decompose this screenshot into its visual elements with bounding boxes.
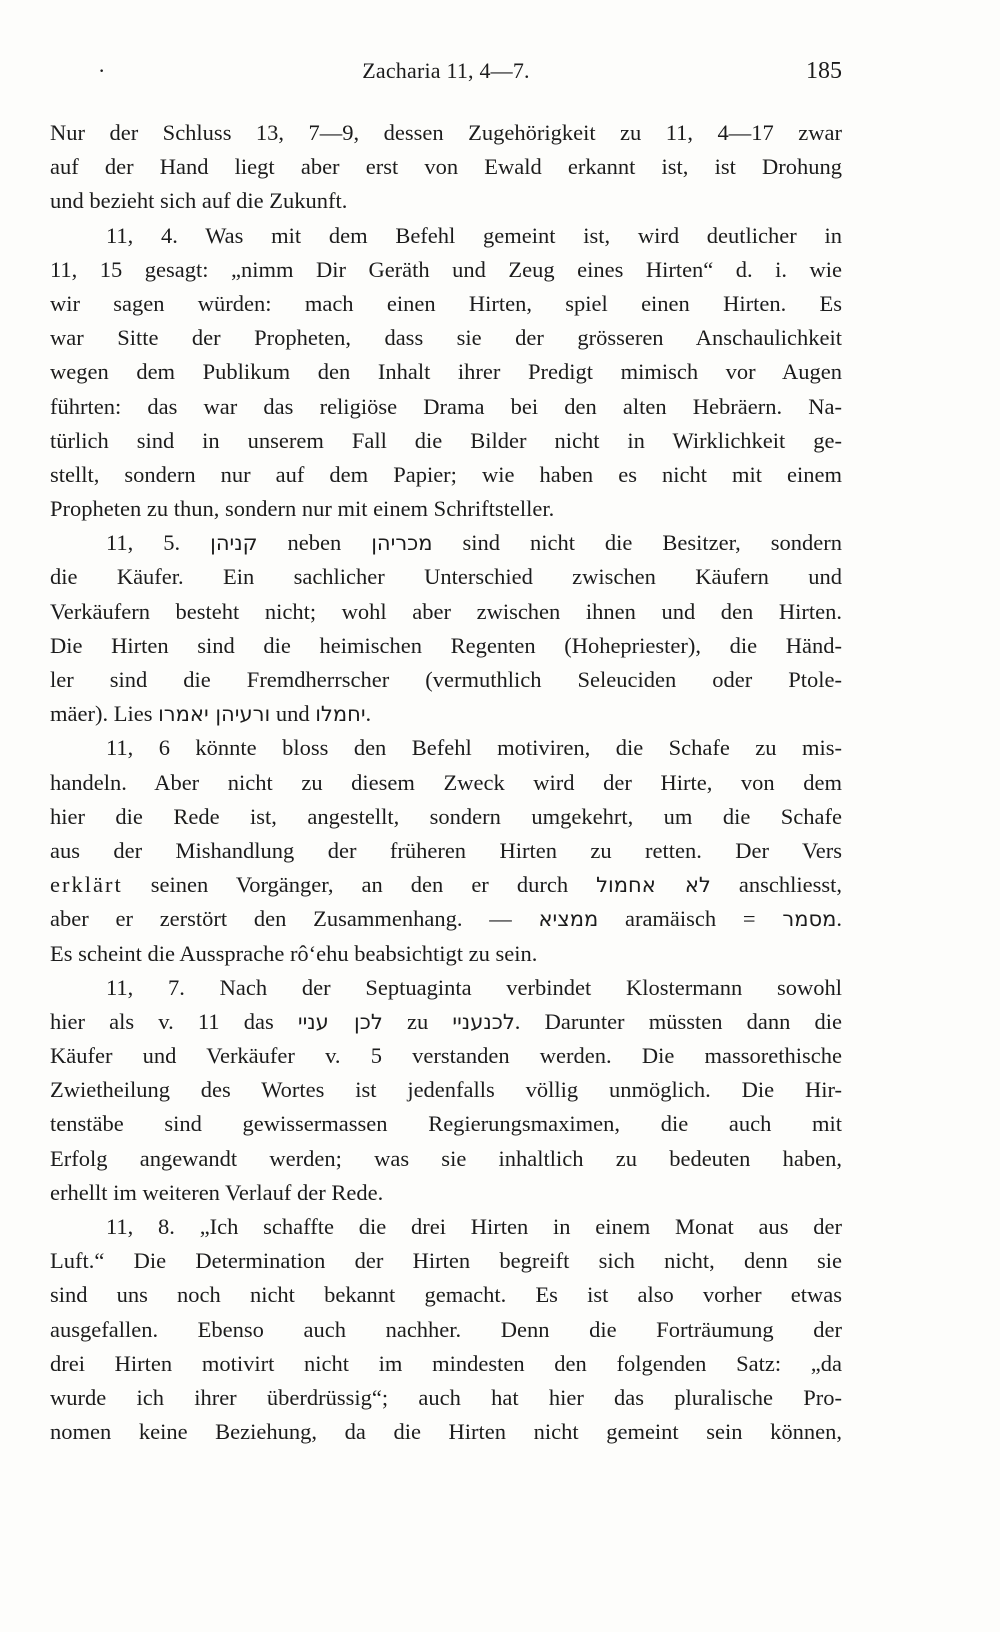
- text-line: 11, 4. Was mit dem Befehl gemeint ist, wird deutlicher in: [106, 222, 842, 248]
- running-title: Zacharia 11, 4—7.: [362, 58, 530, 83]
- text-line: Käufer und Verkäufer v. 5 verstanden werden. Die massorethische: [50, 1043, 842, 1069]
- text-line: Nur der Schluss 13, 7—9, dessen Zugehörigkeit zu 11, 4—17 zwar: [50, 120, 842, 145]
- text-line: war Sitte der Propheten, dass sie der grösseren Anschaulichkeit: [50, 325, 842, 351]
- text-line: die Käufer. Ein sachlicher Unterschied zwischen Käufern und: [50, 564, 842, 590]
- hebrew-word: לכן עניי: [297, 1009, 383, 1034]
- text-line: nomen keine Beziehung, da die Hirten nicht gemeint sein können,: [50, 1419, 842, 1445]
- text-line: ler sind die Fremdherrscher (vermuthlich Seleuciden oder Ptole-: [50, 667, 842, 692]
- page-header: [50, 58, 842, 92]
- text-line: aus der Mishandlung der früheren Hirten zu retten. Der Vers: [50, 837, 842, 863]
- hebrew-word: מכריהן: [371, 531, 433, 556]
- hebrew-word: לא אחמול: [596, 873, 711, 898]
- text-line: wurde ich ihrer überdrüssig“; auch hat hier das pluralische Pro-: [50, 1384, 842, 1410]
- body-text: [50, 116, 842, 1449]
- text-line: wir sagen würden: mach einen Hirten, spiel einen Hirten. Es: [50, 290, 842, 316]
- hebrew-word: קניהן: [210, 531, 258, 556]
- text-line: sind uns noch nicht bekannt gemacht. Es ist also vorher etwas: [50, 1282, 842, 1308]
- text-line: 11, 6 könnte bloss den Befehl motiviren, die Schafe zu mis-: [106, 735, 842, 761]
- text-line: stellt, sondern nur auf dem Papier; wie haben es nicht mit einem: [50, 461, 842, 487]
- text-line: Verkäufern besteht nicht; wohl aber zwischen ihnen und den Hirten.: [50, 598, 842, 624]
- text-line: mäer). Lies ורעיהן יאמרו und יחמלו.: [50, 701, 372, 727]
- text-line: 11, 5. קניהן neben מכריהן sind nicht die Besitzer, sondern: [106, 530, 842, 556]
- hebrew-word: לכנעניי: [452, 1009, 515, 1034]
- text-line: Luft.“ Die Determination der Hirten begreift sich nicht, denn sie: [50, 1248, 842, 1274]
- text-line: und bezieht sich auf die Zukunft.: [50, 188, 348, 214]
- text-line: Propheten zu thun, sondern nur mit einem Schriftsteller.: [50, 496, 555, 522]
- hebrew-word: יחמלו: [315, 702, 366, 727]
- text-line: türlich sind in unserem Fall die Bilder nicht in Wirklichkeit ge-: [50, 427, 842, 453]
- text-line: ausgefallen. Ebenso auch nachher. Denn die Forträumung der: [50, 1316, 842, 1342]
- header-dot: ·: [98, 58, 106, 83]
- text-line: erhellt im weiteren Verlauf der Rede.: [50, 1179, 384, 1205]
- text-line: hier als v. 11 das לכן עניי zu לכנעניי. Darunter müssten dann die: [50, 1008, 842, 1034]
- text-line: hier die Rede ist, angestellt, sondern umgekehrt, um die Schafe: [50, 803, 842, 829]
- text-line: Zwietheilung des Wortes ist jedenfalls völlig unmöglich. Die Hir-: [50, 1077, 842, 1103]
- hebrew-word: ממציא: [538, 907, 599, 932]
- hebrew-word: מסמר: [782, 907, 837, 932]
- text-line: tenstäbe sind gewissermassen Regierungsmaximen, die auch mit: [50, 1111, 842, 1137]
- text-line: 11, 15 gesagt: „nimm Dir Geräth und Zeug eines Hirten“ d. i. wie: [50, 256, 842, 282]
- spaced-word: erklärt: [50, 872, 123, 898]
- text-line: auf der Hand liegt aber erst von Ewald erkannt ist, ist Drohung: [50, 154, 842, 180]
- text-line: drei Hirten motivirt nicht im mindesten den folgenden Satz: „da: [50, 1350, 842, 1376]
- text-line: Erfolg angewandt werden; was sie inhaltlich zu bedeuten haben,: [50, 1145, 842, 1171]
- text-line: wegen dem Publikum den Inhalt ihrer Predigt mimisch vor Augen: [50, 359, 842, 385]
- hebrew-word: ורעיהן יאמרו: [158, 702, 271, 727]
- text-line: 11, 7. Nach der Septuaginta verbindet Klostermann sowohl: [106, 974, 842, 1000]
- page-number: 185: [806, 58, 842, 84]
- text-line: führten: das war das religiöse Drama bei den alten Hebräern. Na-: [50, 393, 842, 419]
- text-line: Es scheint die Aussprache rô‘ehu beabsichtigt zu sein.: [50, 940, 538, 966]
- text-line: erklärt seinen Vorgänger, an den er durch לא אחמול anschliesst,: [50, 872, 842, 898]
- text-line: aber er zerstört den Zusammenhang. — ממציא aramäisch = מסמר.: [50, 906, 842, 932]
- text-line: 11, 8. „Ich schaffte die drei Hirten in einem Monat aus der: [106, 1214, 842, 1239]
- text-line: Die Hirten sind die heimischen Regenten (Hohepriester), die Händ-: [50, 632, 842, 658]
- text-line: handeln. Aber nicht zu diesem Zweck wird der Hirte, von dem: [50, 769, 842, 795]
